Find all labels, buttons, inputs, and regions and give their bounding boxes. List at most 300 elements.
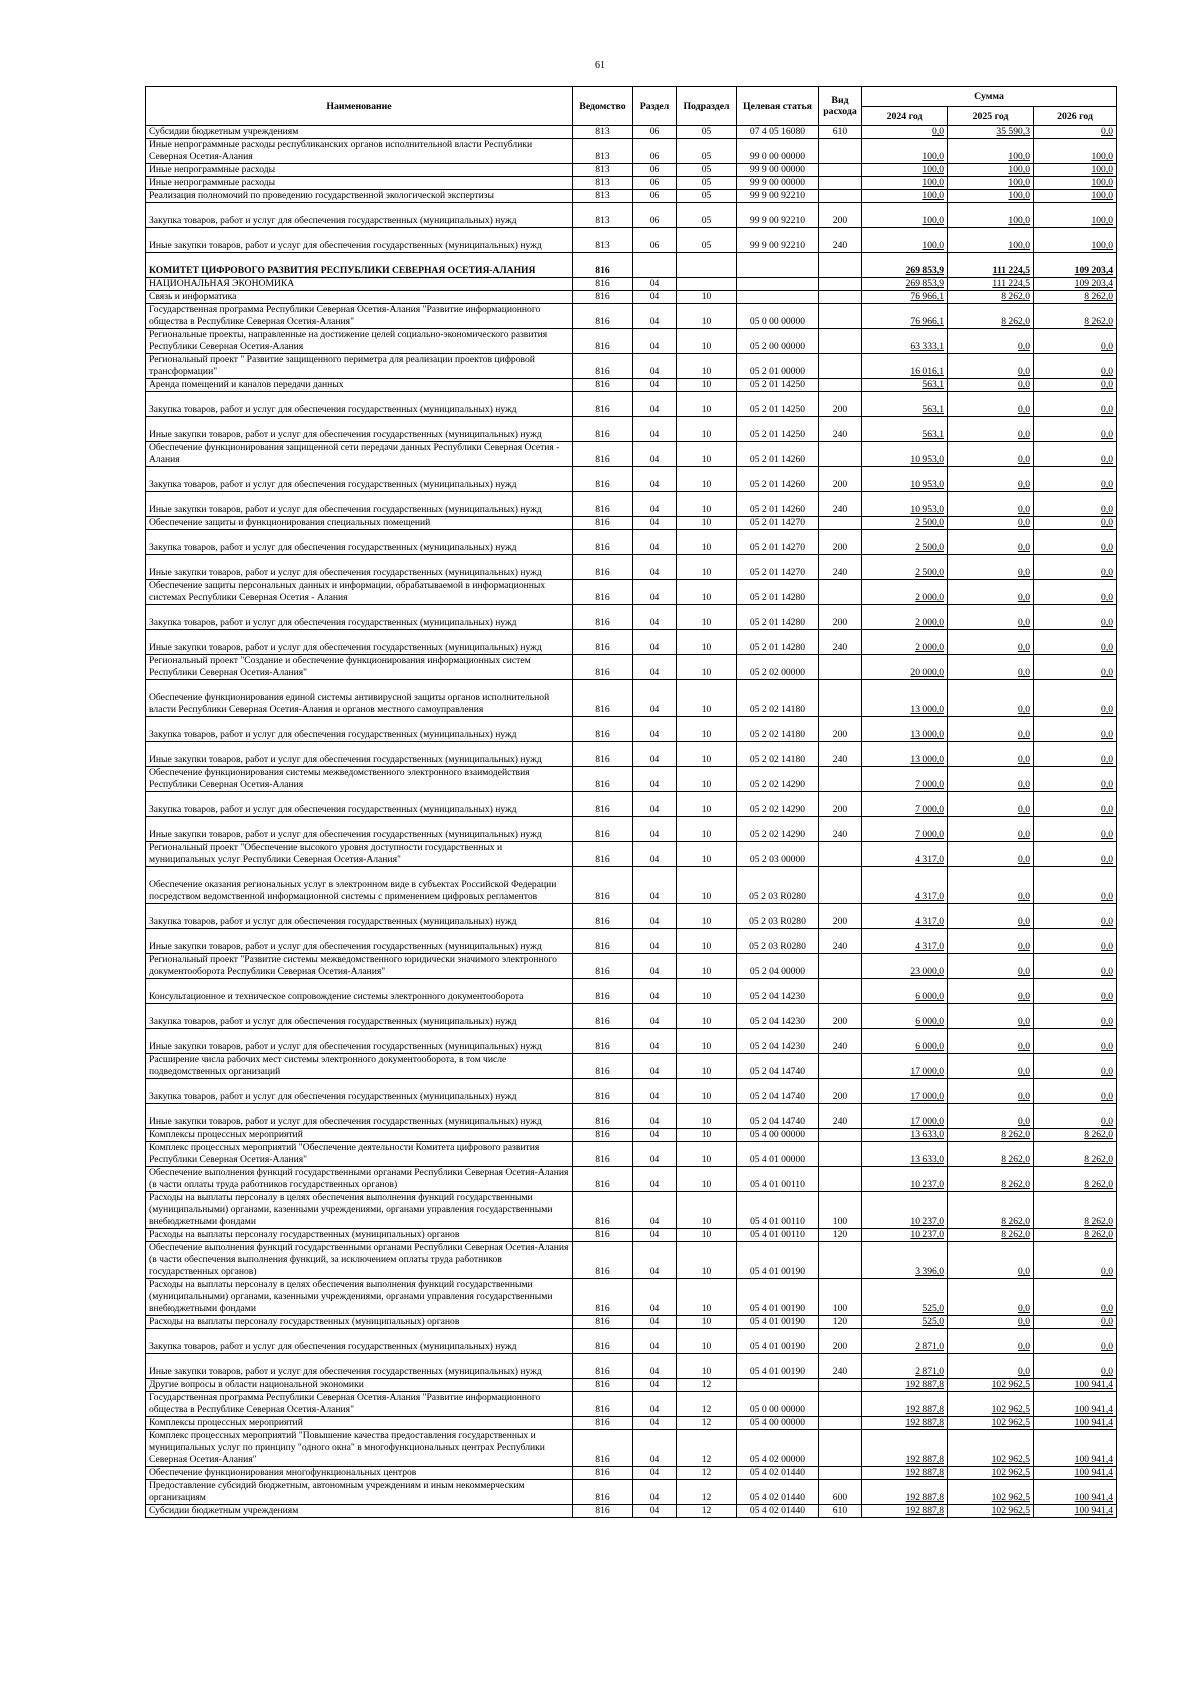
cell-2024: 10 237,0 [862,1229,948,1242]
cell-dept: 816 [573,329,633,354]
cell-dept: 816 [573,379,633,392]
cell-name: Иные закупки товаров, работ и услуг для обеспечения государственных (муниципальных) нужд [146,417,573,442]
cell-name: Обеспечение функционирования системы межведомственного электронного взаимодействия Республики Северная Осетия-Алания [146,767,573,792]
cell-subsection: 10 [677,929,737,954]
cell-target: 05 2 02 14180 [737,680,819,717]
cell-2026: 0,0 [1034,605,1117,630]
cell-subsection: 10 [677,1167,737,1192]
cell-2025: 8 262,0 [948,1167,1034,1192]
table-row [146,1417,1117,1430]
cell-name: Региональный проект "Развитие системы межведомственного юридически значимого электронного документооборота Республики Северная Осетия-Алания" [146,954,573,979]
cell-section: 04 [633,954,677,979]
cell-name: Обеспечение функционирования единой системы антивирусной защиты органов исполнительной власти Республики Северная Осетия-Алания и органов местного самоуправления [146,680,573,717]
cell-2024: 17 000,0 [862,1079,948,1104]
cell-target: 05 4 01 00190 [737,1242,819,1279]
cell-section: 04 [633,1316,677,1329]
header-kind: Вид расхода [819,87,862,126]
cell-name: НАЦИОНАЛЬНАЯ ЭКОНОМИКА [146,278,573,291]
cell-2024: 7 000,0 [862,817,948,842]
cell-2024: 192 887,8 [862,1392,948,1417]
cell-2024: 76 966,1 [862,304,948,329]
cell-2025: 100,0 [948,139,1034,164]
table-row [146,1242,1117,1279]
cell-dept: 816 [573,580,633,605]
cell-dept: 816 [573,1167,633,1192]
cell-2025: 102 962,5 [948,1467,1034,1480]
cell-name: Расходы на выплаты персоналу в целях обеспечения выполнения функций государственными (муниципальными) органами, казенными учреждениями, органами управления государственными внебюджетными фондами [146,1192,573,1229]
cell-section: 04 [633,1004,677,1029]
cell-2024: 4 317,0 [862,842,948,867]
cell-2025: 0,0 [948,954,1034,979]
cell-kind: 200 [819,904,862,929]
cell-target: 05 4 00 00000 [737,1129,819,1142]
cell-name: КОМИТЕТ ЦИФРОВОГО РАЗВИТИЯ РЕСПУБЛИКИ СЕВЕРНАЯ ОСЕТИЯ-АЛАНИЯ [146,253,573,278]
cell-2024: 13 000,0 [862,680,948,717]
cell-2024: 100,0 [862,203,948,228]
cell-2025: 0,0 [948,979,1034,1004]
cell-section: 04 [633,580,677,605]
cell-section: 04 [633,1279,677,1316]
cell-2026: 0,0 [1034,1029,1117,1054]
cell-subsection: 10 [677,1354,737,1379]
cell-2025: 0,0 [948,1316,1034,1329]
cell-kind [819,291,862,304]
cell-2026: 8 262,0 [1034,1192,1117,1229]
cell-2025: 102 962,5 [948,1505,1034,1518]
cell-2024: 563,1 [862,392,948,417]
table-row [146,580,1117,605]
cell-2026: 100 941,4 [1034,1392,1117,1417]
cell-target: 05 2 04 14230 [737,979,819,1004]
cell-2026: 8 262,0 [1034,304,1117,329]
table-row [146,904,1117,929]
cell-target: 99 9 00 92210 [737,190,819,203]
cell-name: Иные закупки товаров, работ и услуг для обеспечения государственных (муниципальных) нужд [146,492,573,517]
cell-kind: 600 [819,1480,862,1505]
cell-2026: 8 262,0 [1034,1129,1117,1142]
cell-kind [819,954,862,979]
cell-kind [819,177,862,190]
header-target: Целевая статья [737,87,819,126]
cell-section: 04 [633,1167,677,1192]
table-row [146,1467,1117,1480]
cell-target: 05 0 00 00000 [737,1392,819,1417]
cell-target: 05 2 01 14280 [737,605,819,630]
cell-2025: 0,0 [948,680,1034,717]
cell-target: 05 4 01 00110 [737,1192,819,1229]
cell-2024: 4 317,0 [862,867,948,904]
cell-2024: 23 000,0 [862,954,948,979]
table-row [146,1054,1117,1079]
cell-kind: 240 [819,929,862,954]
cell-2026: 0,0 [1034,929,1117,954]
header-dept: Ведомство [573,87,633,126]
cell-2026: 0,0 [1034,1242,1117,1279]
table-row [146,680,1117,717]
table-row [146,979,1117,1004]
cell-2026: 0,0 [1034,1279,1117,1316]
cell-2026: 0,0 [1034,392,1117,417]
cell-2026: 0,0 [1034,867,1117,904]
cell-2024: 20 000,0 [862,655,948,680]
cell-2025: 111 224,5 [948,278,1034,291]
cell-subsection: 10 [677,1104,737,1129]
table-row [146,1029,1117,1054]
cell-2024: 10 953,0 [862,467,948,492]
cell-name: Другие вопросы в области национальной экономики [146,1379,573,1392]
cell-target: 05 2 03 00000 [737,842,819,867]
cell-name: Государственная программа Республики Северная Осетия-Алания "Развитие информационного общества в Республике Северная Осетия-Алания" [146,304,573,329]
cell-kind [819,379,862,392]
cell-dept: 816 [573,530,633,555]
cell-section: 04 [633,1354,677,1379]
cell-kind [819,190,862,203]
cell-2026: 0,0 [1034,655,1117,680]
cell-target: 05 2 02 14180 [737,742,819,767]
cell-subsection: 10 [677,655,737,680]
cell-section: 06 [633,164,677,177]
cell-2024: 525,0 [862,1316,948,1329]
cell-target: 05 4 02 01440 [737,1480,819,1505]
table-row [146,228,1117,253]
cell-name: Аренда помещений и каналов передачи данных [146,379,573,392]
cell-target: 05 2 00 00000 [737,329,819,354]
cell-2026: 100,0 [1034,190,1117,203]
cell-target: 05 4 01 00190 [737,1279,819,1316]
table-row [146,1079,1117,1104]
cell-target: 05 2 01 14260 [737,467,819,492]
cell-kind [819,304,862,329]
cell-dept: 816 [573,1129,633,1142]
cell-kind: 240 [819,1354,862,1379]
cell-kind [819,680,862,717]
cell-target: 05 2 03 R0280 [737,867,819,904]
cell-subsection: 10 [677,1279,737,1316]
cell-kind: 240 [819,555,862,580]
cell-section: 04 [633,291,677,304]
cell-target [737,278,819,291]
cell-2025: 0,0 [948,842,1034,867]
table-row [146,954,1117,979]
cell-2025: 0,0 [948,1004,1034,1029]
table-row [146,1316,1117,1329]
table-row [146,417,1117,442]
cell-2025: 0,0 [948,1104,1034,1129]
cell-target: 99 9 00 92210 [737,203,819,228]
cell-section: 04 [633,979,677,1004]
cell-target: 05 2 01 14280 [737,630,819,655]
cell-name: Иные закупки товаров, работ и услуг для обеспечения государственных (муниципальных) нужд [146,630,573,655]
table-row [146,1354,1117,1379]
cell-dept: 816 [573,1029,633,1054]
cell-subsection: 10 [677,1004,737,1029]
cell-kind: 200 [819,1329,862,1354]
cell-2026: 0,0 [1034,417,1117,442]
table-row [146,1505,1117,1518]
cell-2024: 4 317,0 [862,929,948,954]
cell-name: Реализация полномочий по проведению государственной экологической экспертизы [146,190,573,203]
cell-2025: 8 262,0 [948,1142,1034,1167]
cell-section: 04 [633,904,677,929]
cell-2024: 10 237,0 [862,1192,948,1229]
cell-2026: 0,0 [1034,1329,1117,1354]
cell-name: Обеспечение функционирования защищенной сети передачи данных Республики Северная Осетия - Алания [146,442,573,467]
cell-target: 99 0 00 00000 [737,139,819,164]
cell-2024: 563,1 [862,417,948,442]
cell-section: 04 [633,1505,677,1518]
cell-dept: 816 [573,1079,633,1104]
cell-kind: 120 [819,1316,862,1329]
cell-2026: 0,0 [1034,492,1117,517]
cell-name: Обеспечение защиты персональных данных и информации, обрабатываемой в информационных системах Республики Северная Осетия - Алания [146,580,573,605]
cell-kind [819,354,862,379]
cell-kind [819,329,862,354]
cell-2025: 100,0 [948,203,1034,228]
cell-target: 05 2 02 14290 [737,817,819,842]
cell-2024: 563,1 [862,379,948,392]
table-row [146,742,1117,767]
cell-2025: 8 262,0 [948,1192,1034,1229]
cell-kind: 240 [819,417,862,442]
cell-kind [819,442,862,467]
cell-2024: 100,0 [862,139,948,164]
cell-2025: 8 262,0 [948,291,1034,304]
cell-kind [819,1167,862,1192]
cell-2024: 2 000,0 [862,580,948,605]
cell-kind [819,979,862,1004]
cell-2026: 0,0 [1034,1316,1117,1329]
table-row [146,605,1117,630]
table-row [146,655,1117,680]
table-row [146,842,1117,867]
cell-2025: 0,0 [948,904,1034,929]
cell-target: 05 4 02 01440 [737,1505,819,1518]
cell-name: Предоставление субсидий бюджетным, автономным учреждениям и иным некоммерческим организациям [146,1480,573,1505]
cell-2026: 100,0 [1034,139,1117,164]
cell-section: 04 [633,605,677,630]
cell-2025: 0,0 [948,605,1034,630]
cell-section: 04 [633,1480,677,1505]
cell-target: 05 0 00 00000 [737,304,819,329]
cell-subsection: 10 [677,492,737,517]
table-row [146,1379,1117,1392]
cell-name: Расходы на выплаты персоналу в целях обеспечения выполнения функций государственными (муниципальными) органами, казенными учреждениями, органами управления государственными внебюджетными фондами [146,1279,573,1316]
cell-dept: 813 [573,177,633,190]
cell-target: 05 2 03 R0280 [737,904,819,929]
cell-2025: 102 962,5 [948,1379,1034,1392]
cell-subsection: 10 [677,1329,737,1354]
cell-target: 05 2 04 14740 [737,1104,819,1129]
table-row [146,203,1117,228]
cell-2024: 13 633,0 [862,1129,948,1142]
cell-2025: 0,0 [948,354,1034,379]
cell-2026: 100,0 [1034,177,1117,190]
cell-2026: 0,0 [1034,817,1117,842]
cell-subsection: 10 [677,605,737,630]
table-row [146,517,1117,530]
header-name: Наименование [146,87,573,126]
cell-name: Иные закупки товаров, работ и услуг для обеспечения государственных (муниципальных) нужд [146,555,573,580]
cell-subsection: 05 [677,228,737,253]
cell-target: 05 4 01 00190 [737,1316,819,1329]
cell-2025: 0,0 [948,1029,1034,1054]
header-2025: 2025 год [948,107,1034,126]
cell-2025: 0,0 [948,630,1034,655]
cell-section: 06 [633,177,677,190]
cell-2026: 0,0 [1034,1079,1117,1104]
cell-kind [819,1054,862,1079]
cell-kind [819,1392,862,1417]
cell-2024: 13 000,0 [862,717,948,742]
table-row [146,767,1117,792]
cell-name: Закупка товаров, работ и услуг для обеспечения государственных (муниципальных) нужд [146,467,573,492]
cell-name: Закупка товаров, работ и услуг для обеспечения государственных (муниципальных) нужд [146,1004,573,1029]
cell-target: 05 2 01 14280 [737,580,819,605]
cell-section: 04 [633,1029,677,1054]
cell-section: 04 [633,767,677,792]
cell-2026: 0,0 [1034,530,1117,555]
cell-name: Обеспечение оказания региональных услуг в электронном виде в субъектах Российской Федерации посредством ведомственной информационной системы с применением цифровых регламентов [146,867,573,904]
cell-name: Комплексы процессных мероприятий [146,1129,573,1142]
cell-target: 05 2 04 00000 [737,954,819,979]
cell-subsection: 10 [677,792,737,817]
cell-2025: 0,0 [948,717,1034,742]
cell-dept: 816 [573,1229,633,1242]
cell-name: Иные закупки товаров, работ и услуг для обеспечения государственных (муниципальных) нужд [146,1029,573,1054]
cell-kind: 240 [819,228,862,253]
cell-2025: 0,0 [948,767,1034,792]
cell-2026: 0,0 [1034,979,1117,1004]
cell-dept: 813 [573,139,633,164]
cell-section: 04 [633,1242,677,1279]
cell-dept: 816 [573,1104,633,1129]
table-row [146,1329,1117,1354]
cell-2024: 269 853,9 [862,278,948,291]
cell-target: 05 2 02 00000 [737,655,819,680]
header-sum: Сумма [862,87,1117,107]
cell-subsection: 12 [677,1467,737,1480]
cell-dept: 816 [573,817,633,842]
cell-dept: 816 [573,555,633,580]
cell-2024: 100,0 [862,177,948,190]
cell-name: Закупка товаров, работ и услуг для обеспечения государственных (муниципальных) нужд [146,203,573,228]
cell-subsection: 10 [677,979,737,1004]
table-header [146,87,1117,126]
cell-kind [819,580,862,605]
cell-2025: 0,0 [948,929,1034,954]
cell-subsection: 10 [677,680,737,717]
cell-kind: 610 [819,126,862,139]
cell-name: Субсидии бюджетным учреждениям [146,1505,573,1518]
table-row [146,1392,1117,1417]
cell-subsection: 10 [677,555,737,580]
cell-dept: 816 [573,717,633,742]
cell-kind: 200 [819,530,862,555]
cell-2025: 0,0 [948,867,1034,904]
cell-dept: 816 [573,1329,633,1354]
cell-section: 04 [633,1430,677,1467]
cell-kind: 200 [819,792,862,817]
cell-2025: 0,0 [948,1329,1034,1354]
cell-section: 04 [633,530,677,555]
cell-kind: 200 [819,203,862,228]
cell-2026: 0,0 [1034,379,1117,392]
cell-2024: 7 000,0 [862,767,948,792]
cell-target: 05 4 02 00000 [737,1430,819,1467]
cell-name: Закупка товаров, работ и услуг для обеспечения государственных (муниципальных) нужд [146,1329,573,1354]
cell-2025: 111 224,5 [948,253,1034,278]
cell-subsection: 10 [677,1229,737,1242]
table-row [146,817,1117,842]
table-row [146,190,1117,203]
cell-kind: 240 [819,492,862,517]
cell-kind [819,1467,862,1480]
cell-2026: 0,0 [1034,555,1117,580]
cell-2024: 76 966,1 [862,291,948,304]
cell-section: 04 [633,792,677,817]
cell-dept: 816 [573,655,633,680]
cell-section: 04 [633,1392,677,1417]
cell-subsection: 12 [677,1505,737,1518]
cell-2026: 8 262,0 [1034,1142,1117,1167]
cell-section: 04 [633,304,677,329]
cell-2025: 0,0 [948,655,1034,680]
cell-section: 04 [633,467,677,492]
cell-subsection: 10 [677,379,737,392]
cell-section: 04 [633,1129,677,1142]
cell-dept: 816 [573,630,633,655]
cell-name: Обеспечение защиты и функционирования специальных помещений [146,517,573,530]
cell-dept: 816 [573,929,633,954]
cell-2025: 0,0 [948,792,1034,817]
cell-kind: 100 [819,1279,862,1316]
cell-name: Комплекс процессных мероприятий "Повышение качества предоставления государственных и муниципальных услуг по принципу "одного окна" в многофункциональных центрах Республики Северная Осетия-Алания" [146,1430,573,1467]
cell-name: Региональный проект "Обеспечение высокого уровня доступности государственных и муниципальных услуг Республики Северная Осетия-Алания" [146,842,573,867]
cell-2025: 100,0 [948,228,1034,253]
cell-2025: 0,0 [948,467,1034,492]
cell-subsection: 05 [677,203,737,228]
cell-2025: 8 262,0 [948,304,1034,329]
cell-name: Иные непрограммные расходы республиканских органов исполнительной власти Республики Северная Осетия-Алания [146,139,573,164]
cell-subsection: 05 [677,190,737,203]
cell-subsection: 12 [677,1379,737,1392]
table-row [146,304,1117,329]
cell-subsection [677,278,737,291]
cell-name: Закупка товаров, работ и услуг для обеспечения государственных (муниципальных) нужд [146,717,573,742]
cell-name: Комплексы процессных мероприятий [146,1417,573,1430]
cell-2026: 109 203,4 [1034,253,1117,278]
cell-2024: 100,0 [862,228,948,253]
cell-2026: 0,0 [1034,954,1117,979]
page-number: 61 [595,60,605,71]
table-row [146,1430,1117,1467]
cell-target: 05 2 03 R0280 [737,929,819,954]
cell-kind [819,253,862,278]
cell-2024: 10 953,0 [862,492,948,517]
cell-section: 06 [633,228,677,253]
cell-kind [819,842,862,867]
cell-section: 04 [633,680,677,717]
cell-2024: 2 000,0 [862,630,948,655]
cell-name: Расходы на выплаты персоналу государственных (муниципальных) органов [146,1229,573,1242]
cell-section: 04 [633,555,677,580]
cell-2026: 0,0 [1034,1104,1117,1129]
cell-dept: 816 [573,842,633,867]
cell-dept: 816 [573,304,633,329]
table-row [146,1129,1117,1142]
cell-dept: 813 [573,203,633,228]
cell-2026: 0,0 [1034,126,1117,139]
